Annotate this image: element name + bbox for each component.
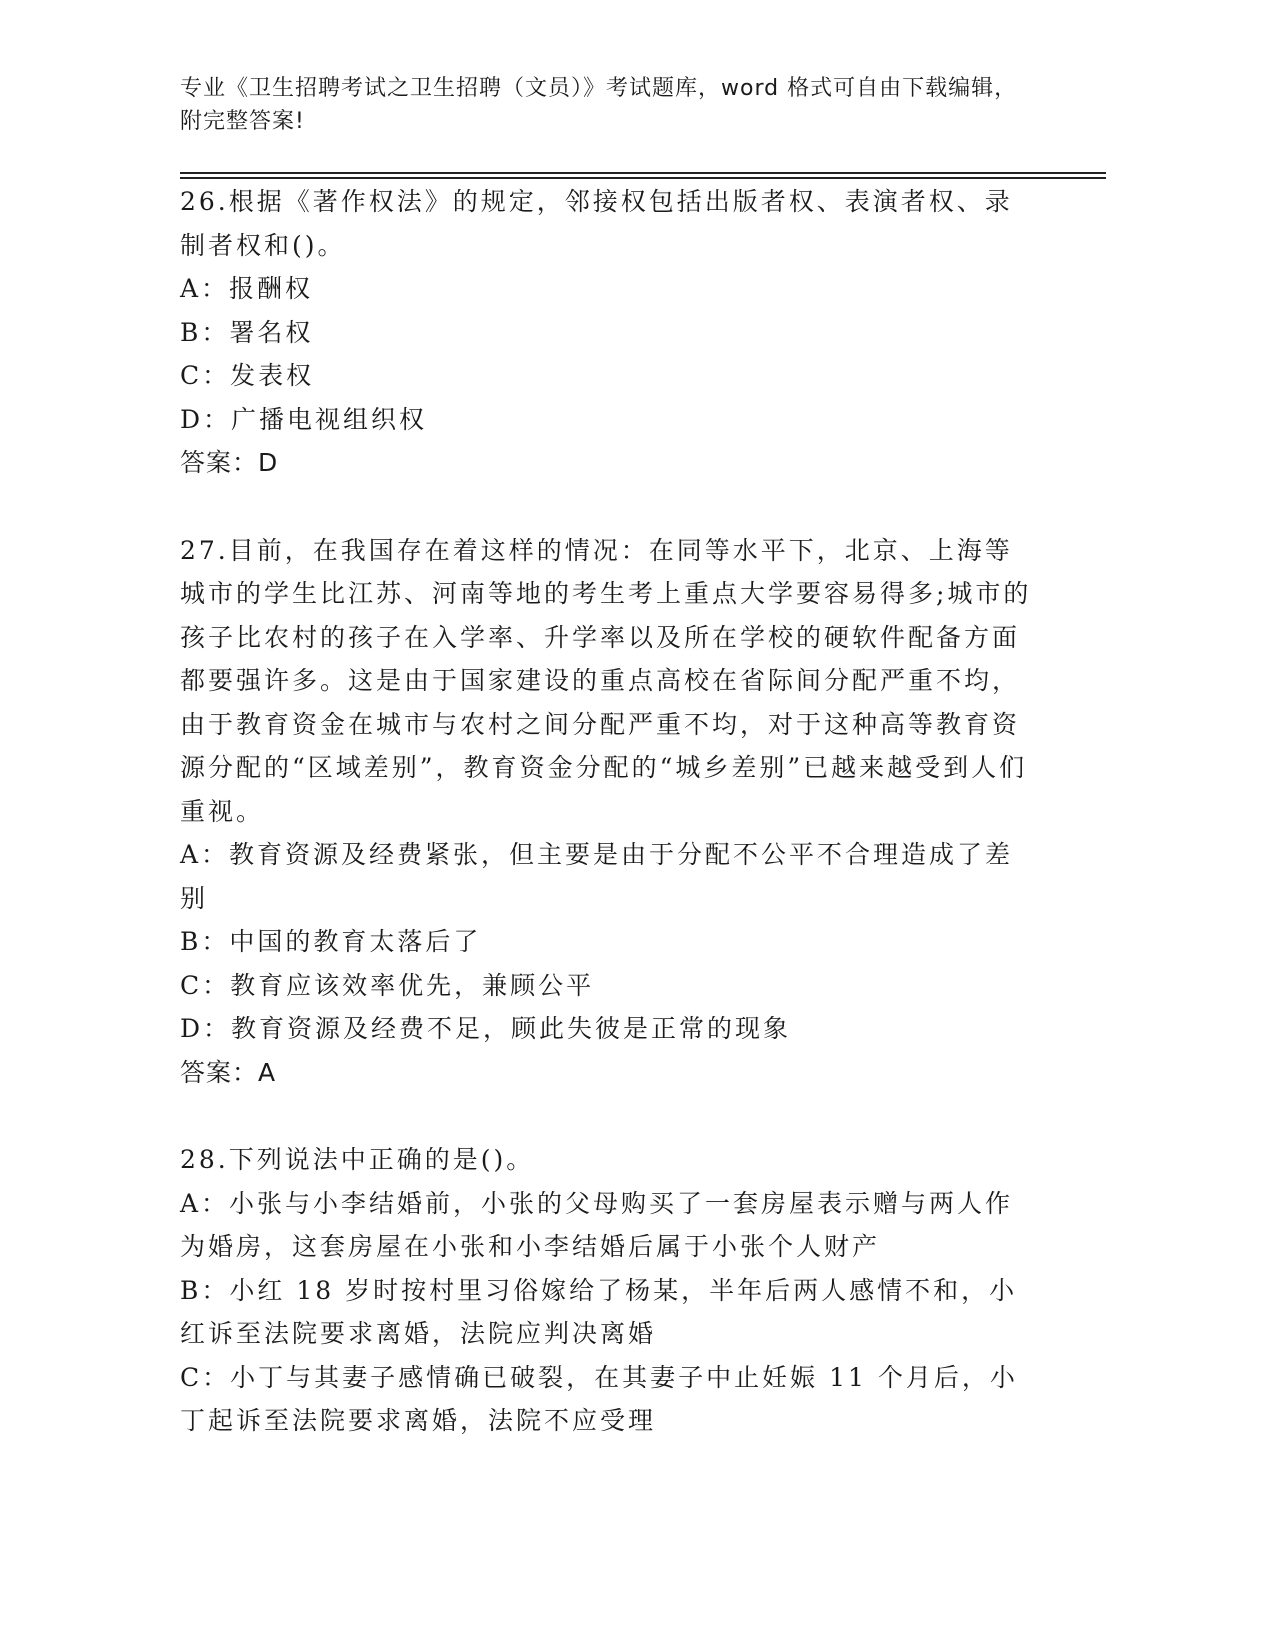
question-28 [180, 1138, 1040, 1443]
question-list [180, 180, 1040, 1443]
header-divider-bottom [180, 177, 1106, 179]
document-header: 专业《卫生招聘考试之卫生招聘（文员）》考试题库，word 格式可自由下载编辑，附完整答案! [180, 76, 1018, 134]
option-a: A：教育资源及经费紧张，但主要是由于分配不公平不合理造成了差别 [180, 840, 1014, 913]
option-a: A：小张与小李结婚前，小张的父母购买了一套房屋表示赠与两人作为婚房，这套房屋在小张和小李结婚后属于小张个人财产 [180, 1188, 1014, 1261]
question-stem: 28.下列说法中正确的是()。 [180, 1145, 535, 1174]
question-27 [180, 529, 1040, 1095]
answer-line: 答案：A [180, 1057, 277, 1087]
option-a: A：报酬权 [180, 274, 314, 303]
option-b: B：小红 18 岁时按村里习俗嫁给了杨某，半年后两人感情不和，小红诉至法院要求离婚，法院应判决离婚 [180, 1275, 1018, 1348]
option-d: D：教育资源及经费不足，顾此失彼是正常的现象 [180, 1014, 792, 1043]
header-divider-top [180, 172, 1106, 174]
option-d: D：广播电视组织权 [180, 404, 428, 434]
answer-line: 答案：D [180, 448, 279, 477]
question-26 [180, 180, 1040, 485]
option-c: C：小丁与其妻子感情确已破裂，在其妻子中止妊娠 11 个月后，小丁起诉至法院要求离婚，法院不应受理 [180, 1362, 1018, 1435]
option-b: B：署名权 [180, 317, 314, 347]
option-b: B：中国的教育太落后了 [180, 927, 482, 956]
option-c: C：发表权 [180, 361, 315, 390]
question-stem: 27.目前，在我国存在着这样的情况：在同等水平下，北京、上海等城市的学生比江苏、河南等地的考生考上重点大学要容易得多;城市的孩子比农村的孩子在入学率、升学率以及所在学校的硬软件配备方面都要强许多。这是由于国家建设的重点高校在省际间分配严重不均，由于教育资金在城市与农村之间分配严重不均，对于这种高等教育资源分配的“区域差别”，教育资金分配的“城乡差别”已越来越受到人们重视。 [180, 535, 1032, 826]
option-c: C：教育应该效率优先，兼顾公平 [180, 970, 595, 1000]
question-stem: 26.根据《著作权法》的规定，邻接权包括出版者权、表演者权、录制者权和()。 [180, 187, 1013, 260]
